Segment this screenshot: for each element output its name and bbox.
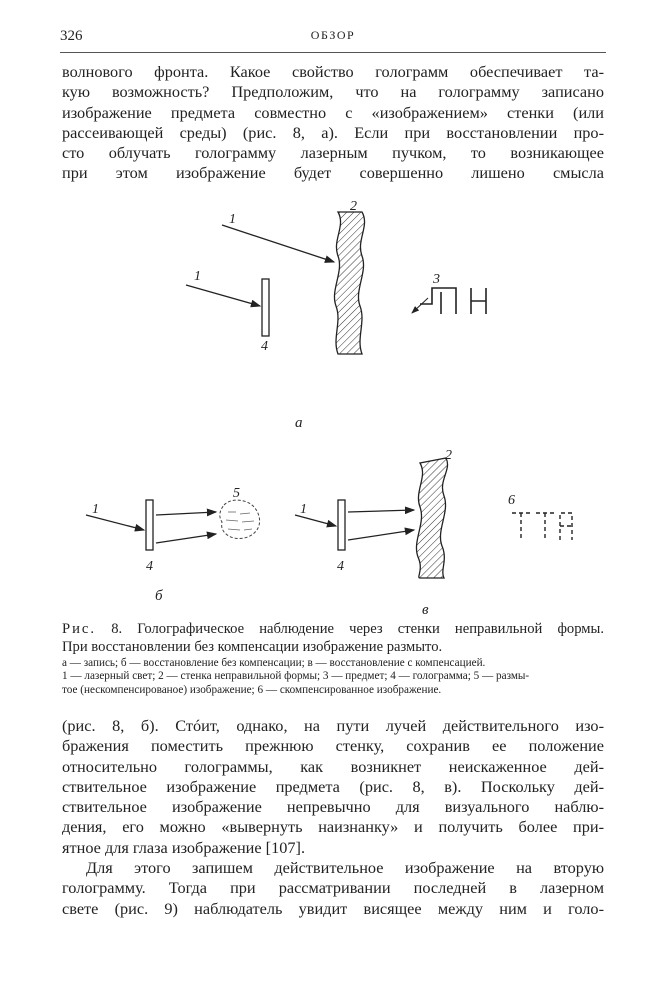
- paragraph-mid: [62, 716, 604, 858]
- panel-c: [295, 448, 572, 618]
- caption-line-2: При восстановлении без компенсации изображение размыто.: [62, 639, 443, 655]
- legend-line: а — запись; б — восстановление без компенсации; в — восстановление с компенсацией.: [62, 657, 486, 669]
- legend-line: 1 — лазерный свет; 2 — стенка неправильной формы; 3 — предмет; 4 — голограмма; 5 — размы-: [62, 670, 530, 683]
- hologram-plate: [262, 279, 269, 336]
- page-number: 326: [60, 28, 83, 44]
- label-4: 4: [261, 339, 268, 354]
- label-2: 2: [350, 199, 357, 214]
- hologram-plate-c: [338, 500, 345, 550]
- compensated-image: [512, 513, 572, 540]
- laser-beam-to-hologram: [186, 285, 260, 306]
- label-5: 5: [233, 486, 240, 501]
- running-title: ОБЗОР: [310, 28, 356, 42]
- text-line: дения, его можно «вывернуть наизнанку» и получить более при-: [62, 817, 604, 837]
- paragraph-bottom: [62, 858, 604, 919]
- text-line: относительно голограммы, как возникнет неискаженное дей-: [62, 756, 604, 776]
- laser-beam-b: [86, 515, 144, 530]
- text-line: изображение предмета совместно с «изображением» стенки (или: [62, 102, 604, 122]
- blurred-image: [220, 500, 260, 538]
- caption-line-1: [62, 620, 604, 638]
- caption-text: 8. Голографическое наблюдение через стенки неправильной формы.: [111, 621, 604, 637]
- text-line: свете (рис. 9) наблюдатель увидит висящее между ним и голо-: [62, 898, 604, 918]
- label-6: 6: [508, 493, 515, 508]
- text-line: волнового фронта. Какое свойство голограмм обеспечивает та-: [62, 62, 604, 81]
- panel-label-a: а: [295, 415, 303, 431]
- reconstructed-ray-c-1: [348, 510, 414, 512]
- label-1-b: 1: [92, 502, 99, 517]
- text-line: при этом изображение будет совершенно лишено смысла: [62, 163, 604, 183]
- label-1-c: 1: [300, 502, 307, 517]
- text-line: голограмму. Тогда при рассматривании последней в лазерном: [62, 878, 604, 898]
- panel-label-c: в: [422, 602, 429, 618]
- reconstructed-ray-b-2: [156, 534, 216, 543]
- label-3: 3: [433, 272, 440, 287]
- panel-b: [86, 486, 260, 604]
- text-line: рассеивающей среды) (рис. 8, а). Если при восстановлении про-: [62, 122, 604, 142]
- text-line: сто облучать голограмму лазерным пучком, то возникающее: [62, 143, 604, 163]
- caption-prefix: Рис.: [62, 621, 97, 637]
- text-line: ствительное изображение предмета (рис. 8, в). Поскольку дей-: [62, 776, 604, 796]
- label-1-left: 1: [194, 269, 201, 284]
- reconstructed-ray-b-1: [156, 512, 216, 515]
- panel-a: [186, 199, 486, 431]
- text-line: (рис. 8, б). Стóит, однако, на пути лучей действительного изо-: [62, 716, 604, 735]
- figure-caption: [62, 620, 604, 656]
- text-line: бражения поместить прежнюю стенку, сохранив ее положение: [62, 736, 604, 756]
- laser-beam-to-wall: [222, 225, 334, 262]
- object-pointer: [412, 298, 428, 313]
- label-1-top: 1: [229, 212, 236, 227]
- panel-label-b: б: [155, 588, 163, 604]
- figure-legend: [62, 657, 604, 697]
- legend-line: тое (нескомпенсированое) изображение; 6 — скомпенсированное изображение.: [62, 683, 442, 696]
- hologram-plate-b: [146, 500, 153, 550]
- irregular-wall: [334, 212, 364, 354]
- label-4-b: 4: [146, 559, 153, 574]
- text-line: ствительное изображение непревычно для визуального наблю-: [62, 797, 604, 817]
- label-2-c: 2: [445, 448, 452, 463]
- text-line: ятное для глаза изображение [107].: [62, 837, 306, 857]
- reconstructed-ray-c-2: [348, 530, 414, 540]
- object-shape: [420, 288, 486, 314]
- irregular-wall-c: [416, 458, 447, 578]
- label-4-c: 4: [337, 559, 344, 574]
- text-line: кую возможность? Предположим, что на голограмму записано: [62, 82, 604, 102]
- text-line: Для этого запишем действительное изображение на вторую: [86, 858, 604, 877]
